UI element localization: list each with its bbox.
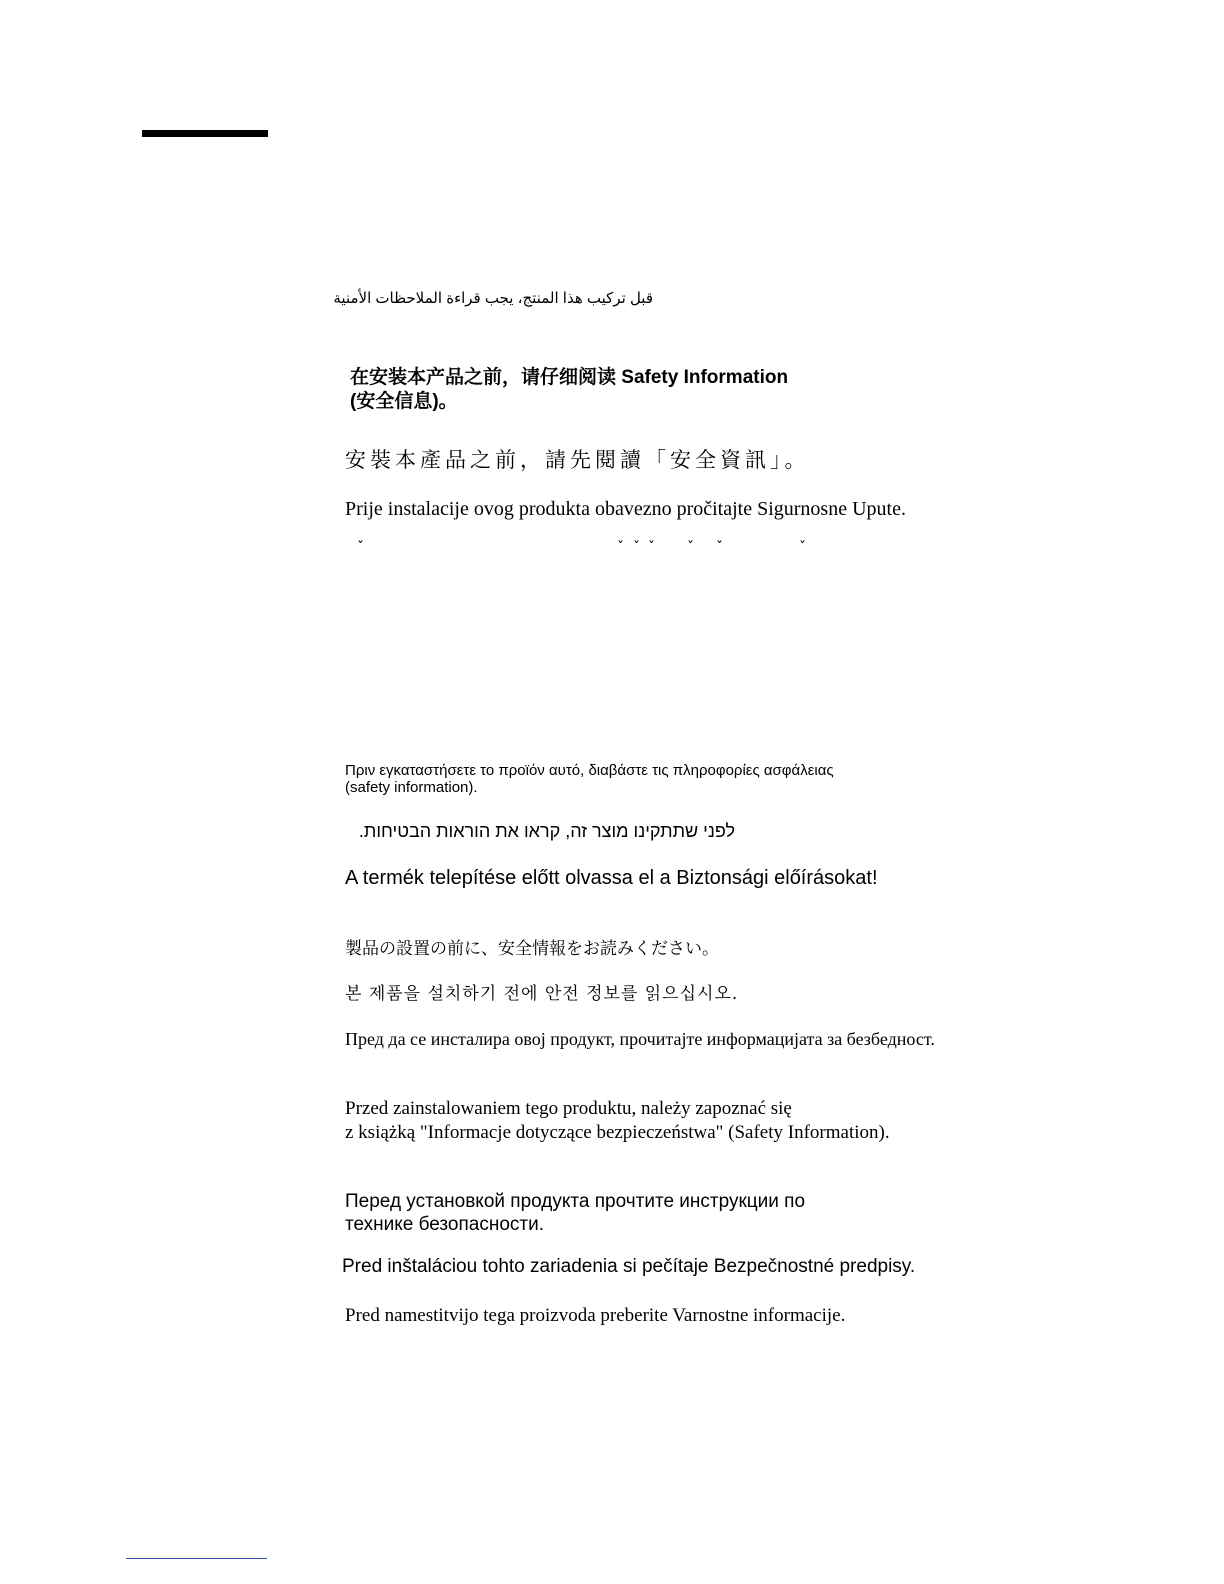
- notice-greek-line2: (safety information).: [345, 779, 478, 797]
- caron-mark: ˇ: [716, 540, 723, 556]
- bottom-rule: [126, 1558, 267, 1559]
- notice-greek-line1: Πριν εγκαταστήσετε το προϊόν αυτό, διαβάστε τις πληροφορίες ασφάλειας: [345, 762, 834, 779]
- notice-russian: [345, 1190, 805, 1236]
- caron-mark: ˇ: [648, 540, 655, 556]
- notice-polish-line1: Przed zainstalowaniem tego produktu, należy zapoznać się: [345, 1098, 792, 1119]
- notice-slovak: Pred inštaláciou tohto zariadenia si pečítaje Bezpečnostné predpisy.: [342, 1256, 916, 1277]
- notice-hungarian: A termék telepítése előtt olvassa el a Biztonsági előírásokat!: [345, 867, 878, 889]
- notice-czech-carons: [345, 540, 815, 560]
- notice-russian-line2: технике безопасности.: [345, 1214, 545, 1236]
- top-rule: [142, 130, 268, 137]
- notice-slovenian: Pred namestitvijo tega proizvoda preberite Varnostne informacije.: [345, 1305, 846, 1326]
- caron-mark: ˇ: [633, 540, 640, 556]
- notice-polish: [345, 1097, 890, 1145]
- notice-greek: [345, 762, 834, 797]
- notice-polish-line2: z książką "Informacje dotyczące bezpieczeństwa" (Safety Information).: [345, 1121, 890, 1143]
- notice-korean: 본 제품을 설치하기 전에 안전 정보를 읽으십시오.: [345, 984, 739, 1004]
- caron-mark: ˇ: [799, 540, 806, 556]
- notice-macedonian: Пред да се инсталира овој продукт, прочитајте информацијата за безбедност.: [345, 1029, 935, 1049]
- notice-chinese-traditional: 安裝本產品之前，請先閱讀「安全資訊」。: [345, 448, 810, 472]
- notice-chinese-simplified-line1: 在安装本产品之前，请仔细阅读 Safety Information: [350, 367, 789, 388]
- caron-mark: ˇ: [357, 540, 364, 556]
- caron-mark: ˇ: [617, 540, 624, 556]
- notice-arabic: قبل تركيب هذا المنتج، يجب قراءة الملاحظات الأمنية: [333, 290, 653, 307]
- notice-japanese: 製品の設置の前に、安全情報をお読みください。: [345, 939, 719, 959]
- notice-russian-line1: Перед установкой продукта прочтите инструкции по: [345, 1191, 806, 1212]
- notice-chinese-simplified: [350, 366, 788, 414]
- notice-hebrew: לפני שתתקינו מוצר זה, קראו את הוראות הבטיחות.: [358, 821, 735, 841]
- notice-croatian: Prije instalacije ovog produkta obavezno pročitajte Sigurnosne Upute.: [345, 498, 906, 520]
- caron-mark: ˇ: [687, 540, 694, 556]
- notice-chinese-simplified-line2: (安全信息)。: [350, 390, 458, 412]
